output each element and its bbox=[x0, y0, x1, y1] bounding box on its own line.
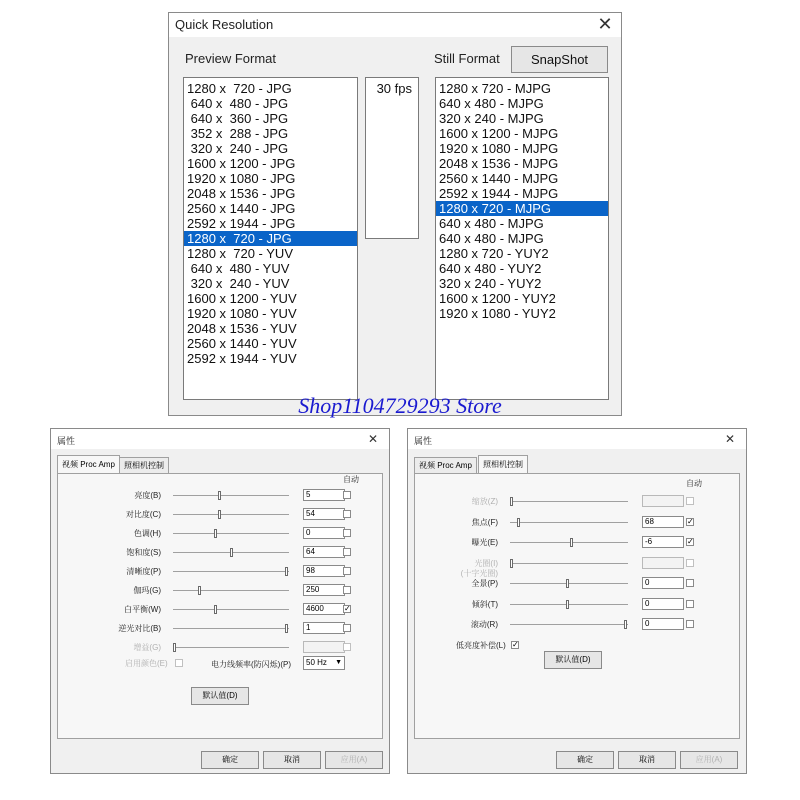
auto-checkbox[interactable]: ✓ bbox=[344, 604, 351, 613]
apply-button-label: 应用(A) bbox=[340, 755, 368, 764]
property-label: 色调(H) bbox=[133, 529, 161, 538]
preview-format-item[interactable]: 2592 x 1944 - JPG bbox=[187, 216, 296, 231]
slider-track[interactable] bbox=[510, 522, 628, 523]
property-label: 亮度(B) bbox=[134, 491, 161, 500]
tab-video-proc-amp[interactable] bbox=[414, 457, 477, 473]
preview-format-item[interactable]: 1920 x 1080 - JPG bbox=[187, 171, 296, 186]
powerline-value: 50 Hz bbox=[306, 658, 327, 667]
preview-format-item[interactable]: 640 x 480 - JPG bbox=[187, 96, 289, 111]
powerline-label: 电力线频率(防闪烁)(P) bbox=[211, 660, 291, 669]
preview-format-label: Preview Format bbox=[185, 51, 277, 66]
preview-format-item[interactable]: 320 x 240 - YUV bbox=[187, 276, 290, 291]
apply-button[interactable] bbox=[325, 751, 383, 769]
property-sublabel: (十字光圈) bbox=[460, 568, 498, 578]
tab-video-proc-amp[interactable] bbox=[57, 455, 120, 475]
slider-thumb[interactable] bbox=[566, 600, 569, 609]
slider-track[interactable] bbox=[173, 590, 289, 591]
property-value-field[interactable]: 4600 bbox=[303, 603, 345, 615]
property-value-field[interactable]: 0 bbox=[642, 618, 684, 630]
slider-thumb[interactable] bbox=[570, 538, 573, 547]
preview-format-item[interactable]: 2560 x 1440 - YUV bbox=[187, 336, 297, 351]
slider-track[interactable] bbox=[173, 647, 289, 648]
property-label: 全景(P) bbox=[471, 579, 498, 588]
slider-thumb[interactable] bbox=[173, 643, 176, 652]
preview-format-item[interactable]: 352 x 288 - JPG bbox=[187, 126, 289, 141]
property-label: 清晰度(P) bbox=[126, 567, 161, 576]
property-value-field[interactable] bbox=[642, 557, 684, 569]
property-value-field[interactable]: 0 bbox=[303, 527, 345, 539]
slider-thumb[interactable] bbox=[198, 586, 201, 595]
preview-format-item[interactable]: 640 x 480 - YUV bbox=[187, 261, 290, 276]
slider-track[interactable] bbox=[173, 533, 289, 534]
store-watermark: Shop1104729293 Store bbox=[298, 393, 502, 418]
auto-checkbox[interactable] bbox=[343, 548, 351, 556]
quick-resolution-window bbox=[168, 12, 622, 416]
property-value-field[interactable]: 5 bbox=[303, 489, 345, 501]
slider-thumb[interactable] bbox=[510, 559, 513, 568]
slider-track[interactable] bbox=[173, 609, 289, 610]
title-bar[interactable] bbox=[169, 13, 621, 37]
still-format-item[interactable]: 1920 x 1080 - MJPG bbox=[439, 141, 559, 156]
still-format-item[interactable]: 1280 x 720 - YUY2 bbox=[439, 246, 549, 261]
still-format-item[interactable]: 1280 x 720 - MJPG bbox=[439, 81, 551, 96]
property-label: 伽玛(G) bbox=[133, 586, 161, 595]
auto-checkbox[interactable] bbox=[343, 624, 351, 632]
slider-thumb[interactable] bbox=[510, 497, 513, 506]
snapshot-button-label: SnapShot bbox=[530, 52, 589, 67]
auto-checkbox[interactable] bbox=[343, 491, 351, 499]
still-format-item[interactable]: 640 x 480 - YUY2 bbox=[439, 261, 542, 276]
default-button-label: 默认值(D) bbox=[555, 655, 591, 664]
preview-format-item[interactable]: 640 x 360 - JPG bbox=[187, 111, 289, 126]
close-icon[interactable]: ✕ bbox=[597, 14, 613, 34]
still-format-item[interactable]: 2048 x 1536 - MJPG bbox=[439, 156, 559, 171]
camera-control-dialog bbox=[407, 428, 747, 774]
powerline-frequency-select[interactable] bbox=[303, 656, 345, 670]
slider-thumb[interactable] bbox=[285, 624, 288, 633]
default-button[interactable] bbox=[544, 651, 602, 669]
tab-camera-control[interactable] bbox=[478, 455, 528, 475]
slider-thumb[interactable] bbox=[566, 579, 569, 588]
preview-format-item[interactable]: 320 x 240 - JPG bbox=[187, 141, 289, 156]
property-label: 饱和度(S) bbox=[126, 548, 161, 557]
property-label: 白平衡(W) bbox=[124, 605, 161, 614]
property-label: 曝光(E) bbox=[471, 538, 498, 547]
chevron-down-icon: ▼ bbox=[335, 659, 342, 666]
slider-track[interactable] bbox=[173, 514, 289, 515]
property-value-field[interactable] bbox=[303, 641, 345, 653]
tab-label: 视频 Proc Amp bbox=[62, 460, 115, 469]
still-format-item[interactable]: 640 x 480 - MJPG bbox=[439, 96, 544, 111]
property-value-field[interactable]: 54 bbox=[303, 508, 345, 520]
property-label: 对比度(C) bbox=[125, 510, 161, 519]
auto-checkbox[interactable] bbox=[686, 579, 694, 587]
property-label: 缩放(Z) bbox=[471, 497, 498, 506]
preview-format-item[interactable]: 2592 x 1944 - YUV bbox=[187, 351, 297, 366]
preview-format-item[interactable]: 2560 x 1440 - JPG bbox=[187, 201, 296, 216]
auto-checkbox[interactable] bbox=[686, 559, 694, 567]
fps-list[interactable] bbox=[365, 77, 419, 239]
cancel-button-label: 取消 bbox=[284, 755, 300, 764]
auto-checkbox[interactable]: ✓ bbox=[687, 537, 694, 546]
slider-track[interactable] bbox=[510, 501, 628, 502]
dialog-title: 属性 bbox=[57, 436, 76, 446]
property-value-field[interactable]: 98 bbox=[303, 565, 345, 577]
default-button-label: 默认值(D) bbox=[202, 691, 238, 700]
proc-amp-dialog bbox=[50, 428, 390, 774]
slider-thumb[interactable] bbox=[218, 510, 221, 519]
snapshot-button[interactable] bbox=[511, 46, 608, 73]
preview-format-item[interactable]: 2048 x 1536 - JPG bbox=[187, 186, 296, 201]
property-label: 光圈(I) bbox=[474, 558, 498, 568]
apply-button[interactable] bbox=[680, 751, 738, 769]
auto-column-label: 自动 bbox=[686, 479, 702, 488]
auto-checkbox[interactable] bbox=[343, 510, 351, 518]
auto-column-label: 自动 bbox=[343, 475, 359, 484]
slider-track[interactable] bbox=[173, 495, 289, 496]
auto-checkbox[interactable] bbox=[343, 586, 351, 594]
preview-format-list[interactable] bbox=[183, 77, 358, 400]
property-label: 逆光对比(B) bbox=[118, 624, 161, 633]
slider-track[interactable] bbox=[510, 624, 628, 625]
auto-checkbox[interactable] bbox=[343, 529, 351, 537]
cancel-button-label: 取消 bbox=[639, 755, 655, 764]
low-light-checkbox[interactable]: ✓ bbox=[512, 640, 519, 649]
preview-format-item[interactable]: 1600 x 1200 - YUV bbox=[187, 291, 297, 306]
property-value-field[interactable]: 68 bbox=[642, 516, 684, 528]
slider-thumb[interactable] bbox=[285, 567, 288, 576]
property-label: 增益(G) bbox=[133, 643, 161, 652]
slider-track[interactable] bbox=[173, 571, 289, 572]
slider-thumb[interactable] bbox=[517, 518, 520, 527]
close-icon[interactable]: ✕ bbox=[367, 432, 379, 446]
preview-format-item[interactable]: 1600 x 1200 - JPG bbox=[187, 156, 296, 171]
auto-checkbox[interactable] bbox=[686, 620, 694, 628]
property-value-field[interactable]: 1 bbox=[303, 622, 345, 634]
auto-checkbox[interactable]: ✓ bbox=[687, 516, 694, 526]
close-icon[interactable]: ✕ bbox=[724, 432, 736, 446]
ok-button[interactable] bbox=[201, 751, 259, 769]
still-format-item[interactable]: 640 x 480 - MJPG bbox=[439, 216, 544, 231]
property-value-field[interactable]: 250 bbox=[303, 584, 345, 596]
still-format-item[interactable]: 2592 x 1944 - MJPG bbox=[439, 186, 559, 201]
title-bar[interactable] bbox=[51, 429, 389, 449]
auto-checkbox[interactable] bbox=[343, 643, 351, 651]
still-format-list[interactable] bbox=[435, 77, 609, 400]
property-value-field[interactable] bbox=[642, 495, 684, 507]
ok-button[interactable] bbox=[556, 751, 614, 769]
tab-label: 视频 Proc Amp bbox=[419, 461, 472, 470]
auto-checkbox[interactable] bbox=[686, 600, 694, 608]
tab-label: 照相机控制 bbox=[483, 460, 523, 469]
slider-thumb[interactable] bbox=[230, 548, 233, 557]
preview-format-item[interactable]: 1920 x 1080 - YUV bbox=[187, 306, 297, 321]
preview-format-item[interactable]: 1280 x 720 - JPG bbox=[187, 81, 292, 96]
slider-thumb[interactable] bbox=[214, 529, 217, 538]
title-bar[interactable] bbox=[408, 429, 746, 449]
slider-track[interactable] bbox=[173, 628, 289, 629]
color-enable-checkbox[interactable] bbox=[175, 659, 183, 667]
preview-format-item[interactable]: 1280 x 720 - JPG bbox=[184, 231, 357, 246]
still-format-item[interactable]: 1280 x 720 - MJPG bbox=[436, 201, 608, 216]
property-value-field[interactable]: 0 bbox=[642, 577, 684, 589]
cancel-button[interactable] bbox=[618, 751, 676, 769]
slider-thumb[interactable] bbox=[218, 491, 221, 500]
property-label: 滚动(R) bbox=[470, 620, 498, 629]
still-format-item[interactable]: 1600 x 1200 - YUY2 bbox=[439, 291, 556, 306]
fps-item[interactable]: 30 fps bbox=[376, 81, 412, 96]
tab-label: 照相机控制 bbox=[124, 461, 164, 470]
tab-camera-control[interactable] bbox=[119, 457, 169, 473]
dialog-title: 属性 bbox=[414, 436, 433, 446]
property-value-field[interactable]: 64 bbox=[303, 546, 345, 558]
auto-checkbox[interactable] bbox=[343, 567, 351, 575]
default-button[interactable] bbox=[191, 687, 249, 705]
property-label: 焦点(F) bbox=[471, 517, 498, 527]
still-format-item[interactable]: 320 x 240 - MJPG bbox=[439, 111, 544, 126]
window-title: Quick Resolution bbox=[175, 17, 274, 32]
apply-button-label: 应用(A) bbox=[695, 755, 723, 764]
still-format-item[interactable]: 1600 x 1200 - MJPG bbox=[439, 126, 559, 141]
preview-format-item[interactable]: 2048 x 1536 - YUV bbox=[187, 321, 297, 336]
ok-button-label: 确定 bbox=[577, 755, 593, 764]
still-format-item[interactable]: 320 x 240 - YUY2 bbox=[439, 276, 542, 291]
ok-button-label: 确定 bbox=[222, 755, 238, 764]
property-label: 倾斜(T) bbox=[471, 599, 498, 609]
still-format-label: Still Format bbox=[434, 51, 500, 66]
still-format-item[interactable]: 2560 x 1440 - MJPG bbox=[439, 171, 559, 186]
cancel-button[interactable] bbox=[263, 751, 321, 769]
auto-checkbox[interactable] bbox=[686, 497, 694, 505]
slider-track[interactable] bbox=[510, 563, 628, 564]
still-format-item[interactable]: 1920 x 1080 - YUY2 bbox=[439, 306, 556, 321]
property-value-field[interactable]: 0 bbox=[642, 598, 684, 610]
slider-thumb[interactable] bbox=[214, 605, 217, 614]
property-value-field[interactable]: -6 bbox=[642, 536, 684, 548]
still-format-item[interactable]: 640 x 480 - MJPG bbox=[439, 231, 544, 246]
slider-thumb[interactable] bbox=[624, 620, 627, 629]
color-enable-label: 启用颜色(E) bbox=[125, 659, 168, 668]
preview-format-item[interactable]: 1280 x 720 - YUV bbox=[187, 246, 293, 261]
low-light-label: 低亮度补偿(L) bbox=[456, 641, 506, 650]
